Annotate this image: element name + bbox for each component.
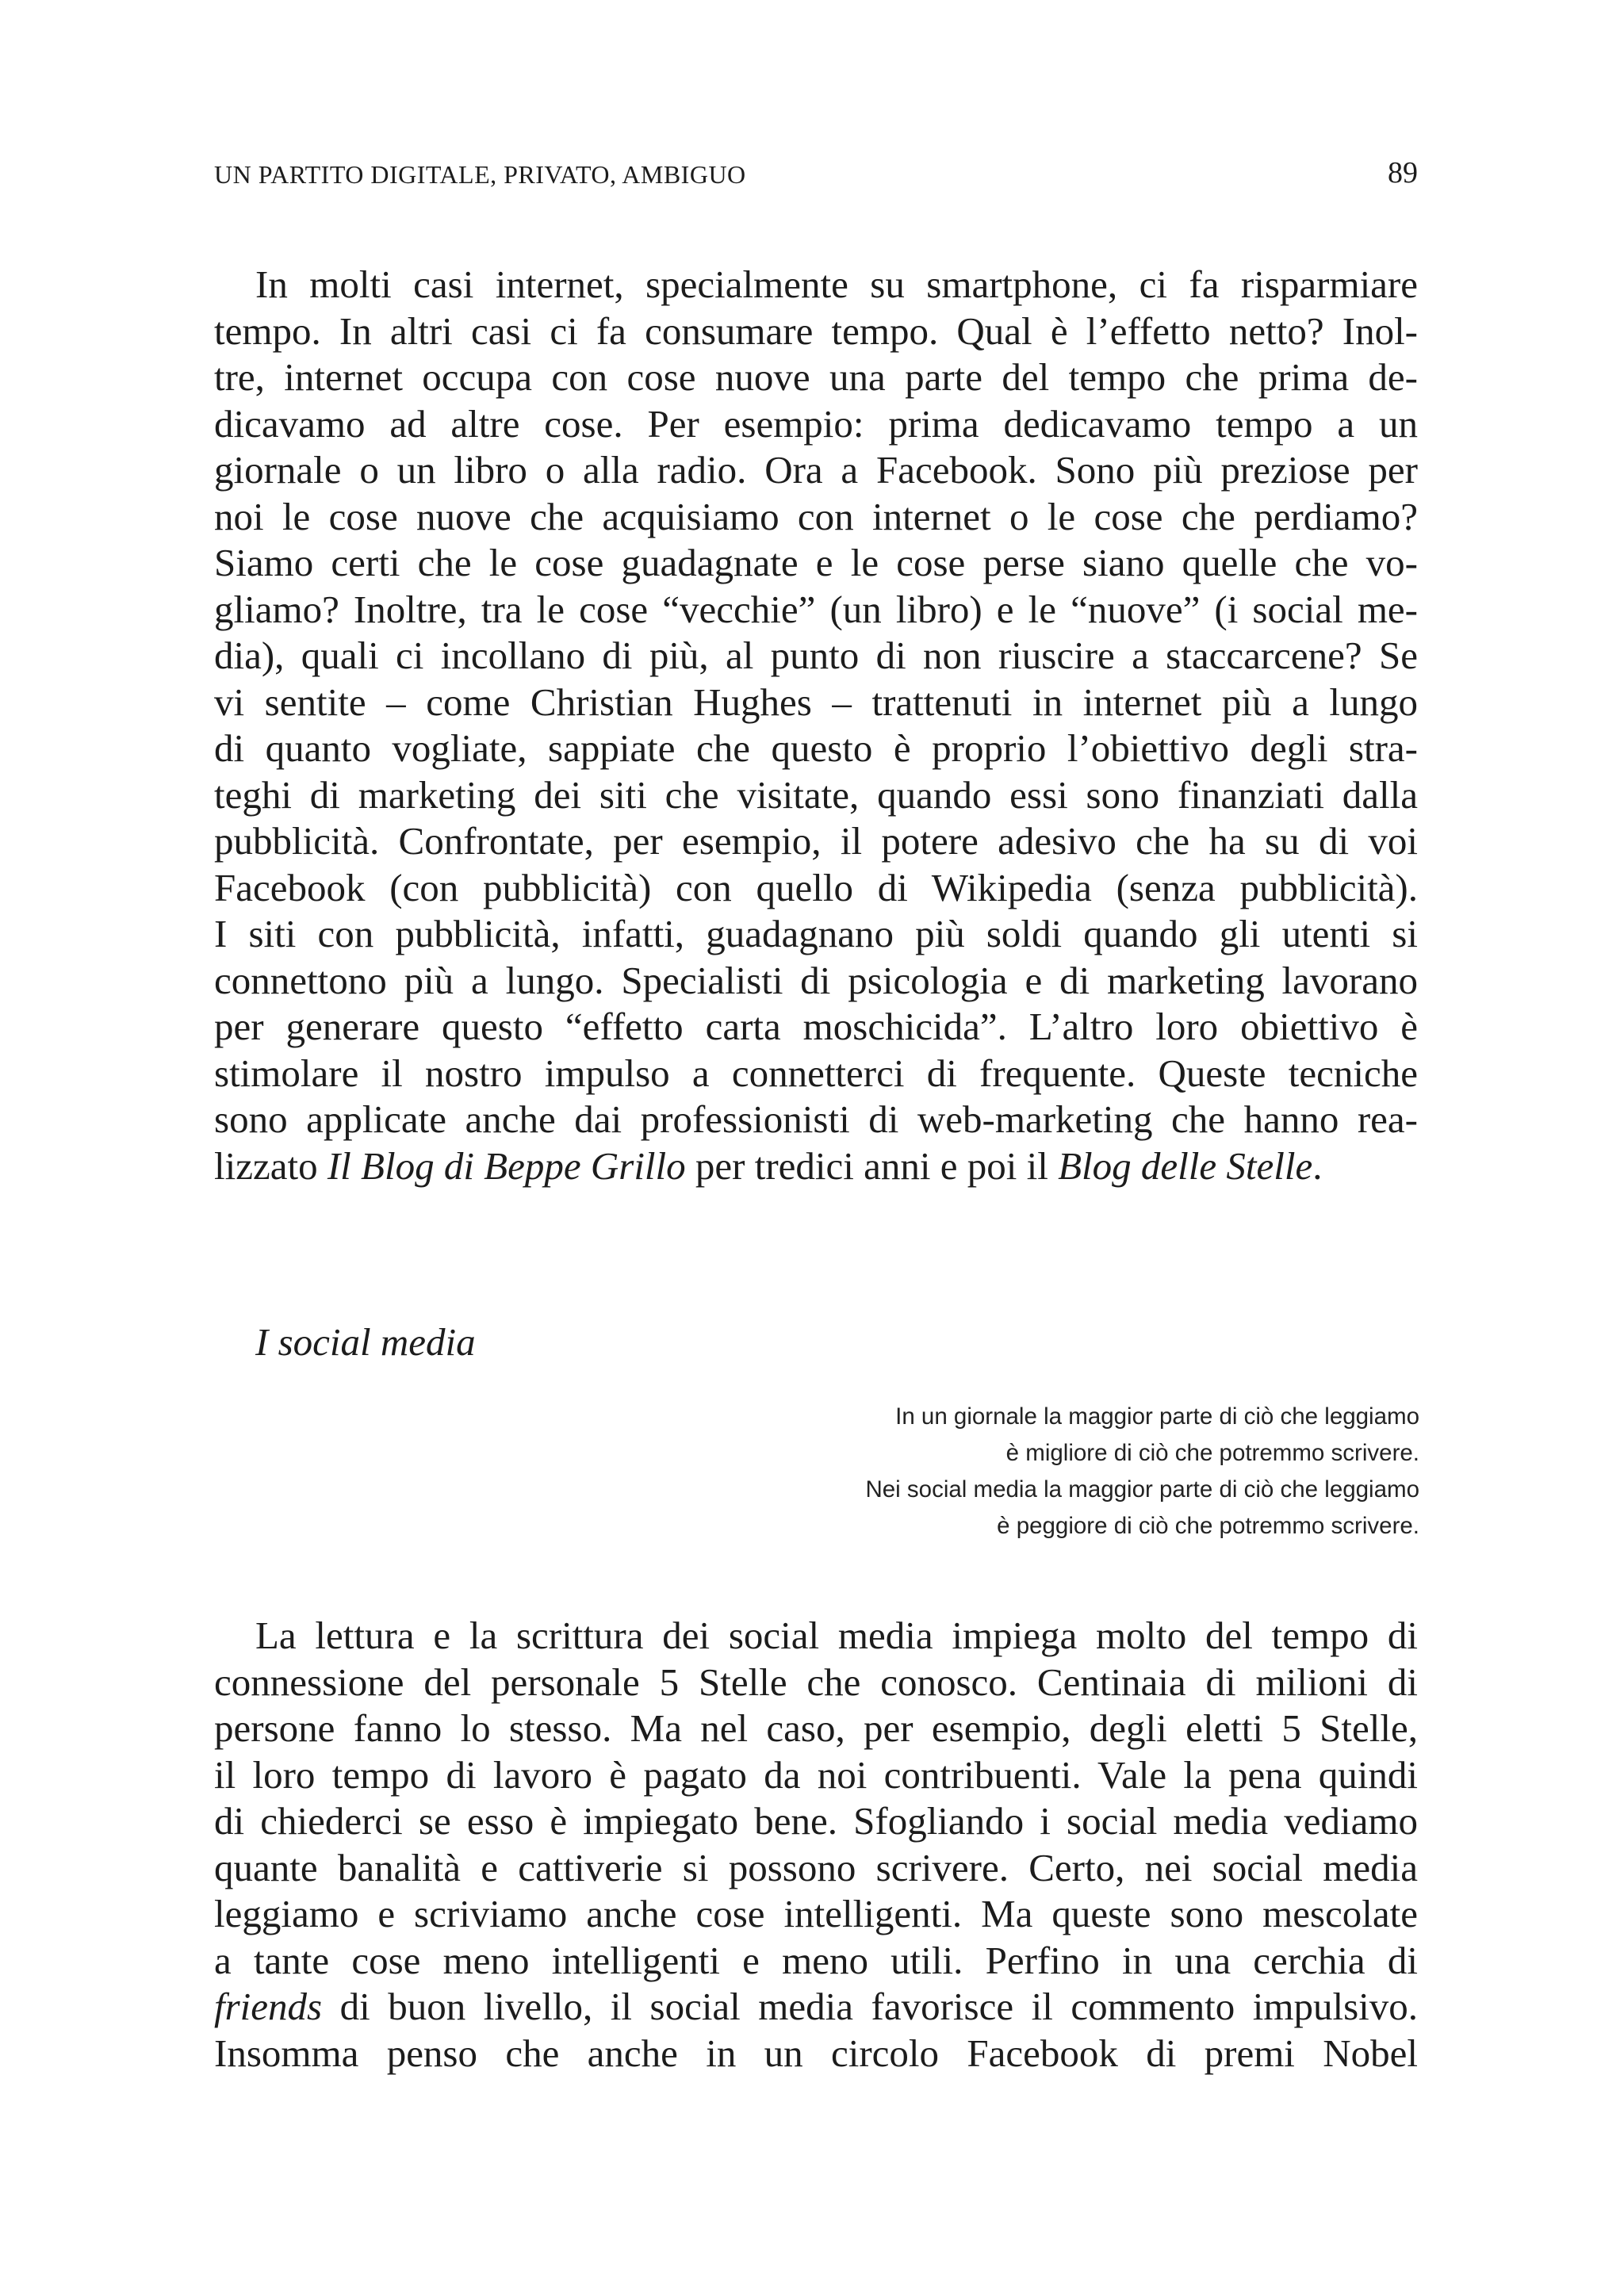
text-line [214, 1143, 1418, 1190]
text-line: dicavamo ad altre cose. Per esempio: prima dedicavamo tempo a un [214, 401, 1418, 446]
body-paragraph-2 [214, 1613, 1418, 2077]
text-line: persone fanno lo stesso. Ma nel caso, per esempio, degli eletti 5 Stelle, [214, 1706, 1418, 1750]
text-run: lizzato [214, 1143, 327, 1188]
text-line [214, 1984, 1418, 2031]
text-line: dia), quali ci incollano di più, al punto di non riuscire a staccarcene? Se [214, 634, 1418, 677]
text-line: tempo. In altri casi ci fa consumare tempo. Qual è l’effetto netto? Inol- [214, 308, 1418, 353]
epigraph-line: Nei social media la maggior parte di ciò che leggiamo [865, 1476, 1419, 1503]
text-run: per tredici anni e poi il [685, 1143, 1059, 1188]
text-line: il loro tempo di lavoro è pagato da noi contribuenti. Vale la pena quindi [214, 1752, 1418, 1797]
text-line: sono applicate anche dai professionisti di web-marketing che hanno rea- [214, 1097, 1418, 1141]
text-line: La lettura e la scrittura dei social media impiega molto del tempo di [255, 1614, 1418, 1657]
text-line: giornale o un libro o alla radio. Ora a Facebook. Sono più preziose per [214, 448, 1418, 492]
text-line: leggiamo e scriviamo anche cose intelligenti. Ma queste sono mescolate [214, 1892, 1418, 1935]
text-line: I siti con pubblicità, infatti, guadagnano più soldi quando gli utenti si [214, 912, 1418, 955]
text-line: di quanto vogliate, sappiate che questo è proprio l’obiettivo degli stra- [214, 726, 1418, 770]
text-line: Siamo certi che le cose guadagnate e le cose perse siano quelle che vo- [214, 541, 1418, 584]
text-line: noi le cose nuove che acquisiamo con internet o le cose che perdiamo? [214, 494, 1418, 538]
blog-title-beppe-grillo: Il Blog di Beppe Grillo [327, 1143, 686, 1188]
text-line: teghi di marketing dei siti che visitate, quando essi sono finanziati dalla [214, 772, 1418, 817]
text-line: gliamo? Inoltre, tra le cose “vecchie” (un libro) e le “nuove” (i social me- [214, 587, 1418, 631]
page-number: 89 [1388, 156, 1418, 190]
text-line: In molti casi internet, specialmente su smartphone, ci fa risparmiare [255, 262, 1418, 306]
text-line: vi sentite – come Christian Hughes – trattenuti in internet più a lungo [214, 680, 1418, 724]
text-line: Facebook (con pubblicità) con quello di Wikipedia (senza pubblicità). [214, 865, 1418, 909]
running-title: UN PARTITO DIGITALE, PRIVATO, AMBIGUO [214, 160, 746, 189]
text-line: connettono più a lungo. Specialisti di psicologia e di marketing lavorano [214, 958, 1418, 1002]
text-run: di buon livello, il social media favorisce il commento impulsivo. [322, 1985, 1418, 2028]
epigraph-line: è migliore di ciò che potremmo scrivere. [1005, 1440, 1419, 1466]
text-run: . [1312, 1143, 1323, 1188]
body-paragraph-1 [214, 262, 1418, 1189]
epigraph-line: In un giornale la maggior parte di ciò che leggiamo [895, 1403, 1419, 1430]
epigraph [706, 1399, 1419, 1545]
running-header [214, 155, 1418, 195]
text-line: di chiederci se esso è impiegato bene. Sfogliando i social media vediamo [214, 1799, 1418, 1843]
text-line: stimolare il nostro impulso a connetterci di frequente. Queste tecniche [214, 1051, 1418, 1095]
epigraph-line: è peggiore di ciò che potremmo scrivere. [997, 1513, 1419, 1539]
text-line: pubblicità. Confrontate, per esempio, il potere adesivo che ha su di voi [214, 819, 1418, 863]
blog-title-delle-stelle: Blog delle Stelle [1058, 1143, 1313, 1188]
text-line: per generare questo “effetto carta moschicida”. L’altro loro obiettivo è [214, 1005, 1418, 1048]
section-heading: I social media [255, 1320, 476, 1364]
text-line: connessione del personale 5 Stelle che conosco. Centinaia di milioni di [214, 1660, 1418, 1704]
text-line: Insomma penso che anche in un circolo Facebook di premi Nobel [214, 2031, 1418, 2075]
italic-word-friends: friends [214, 1985, 323, 2028]
text-line: a tante cose meno intelligenti e meno utili. Perfino in una cerchia di [214, 1938, 1418, 1982]
text-line: quante banalità e cattiverie si possono scrivere. Certo, nei social media [214, 1845, 1418, 1889]
text-line: tre, internet occupa con cose nuove una parte del tempo che prima de- [214, 355, 1418, 399]
